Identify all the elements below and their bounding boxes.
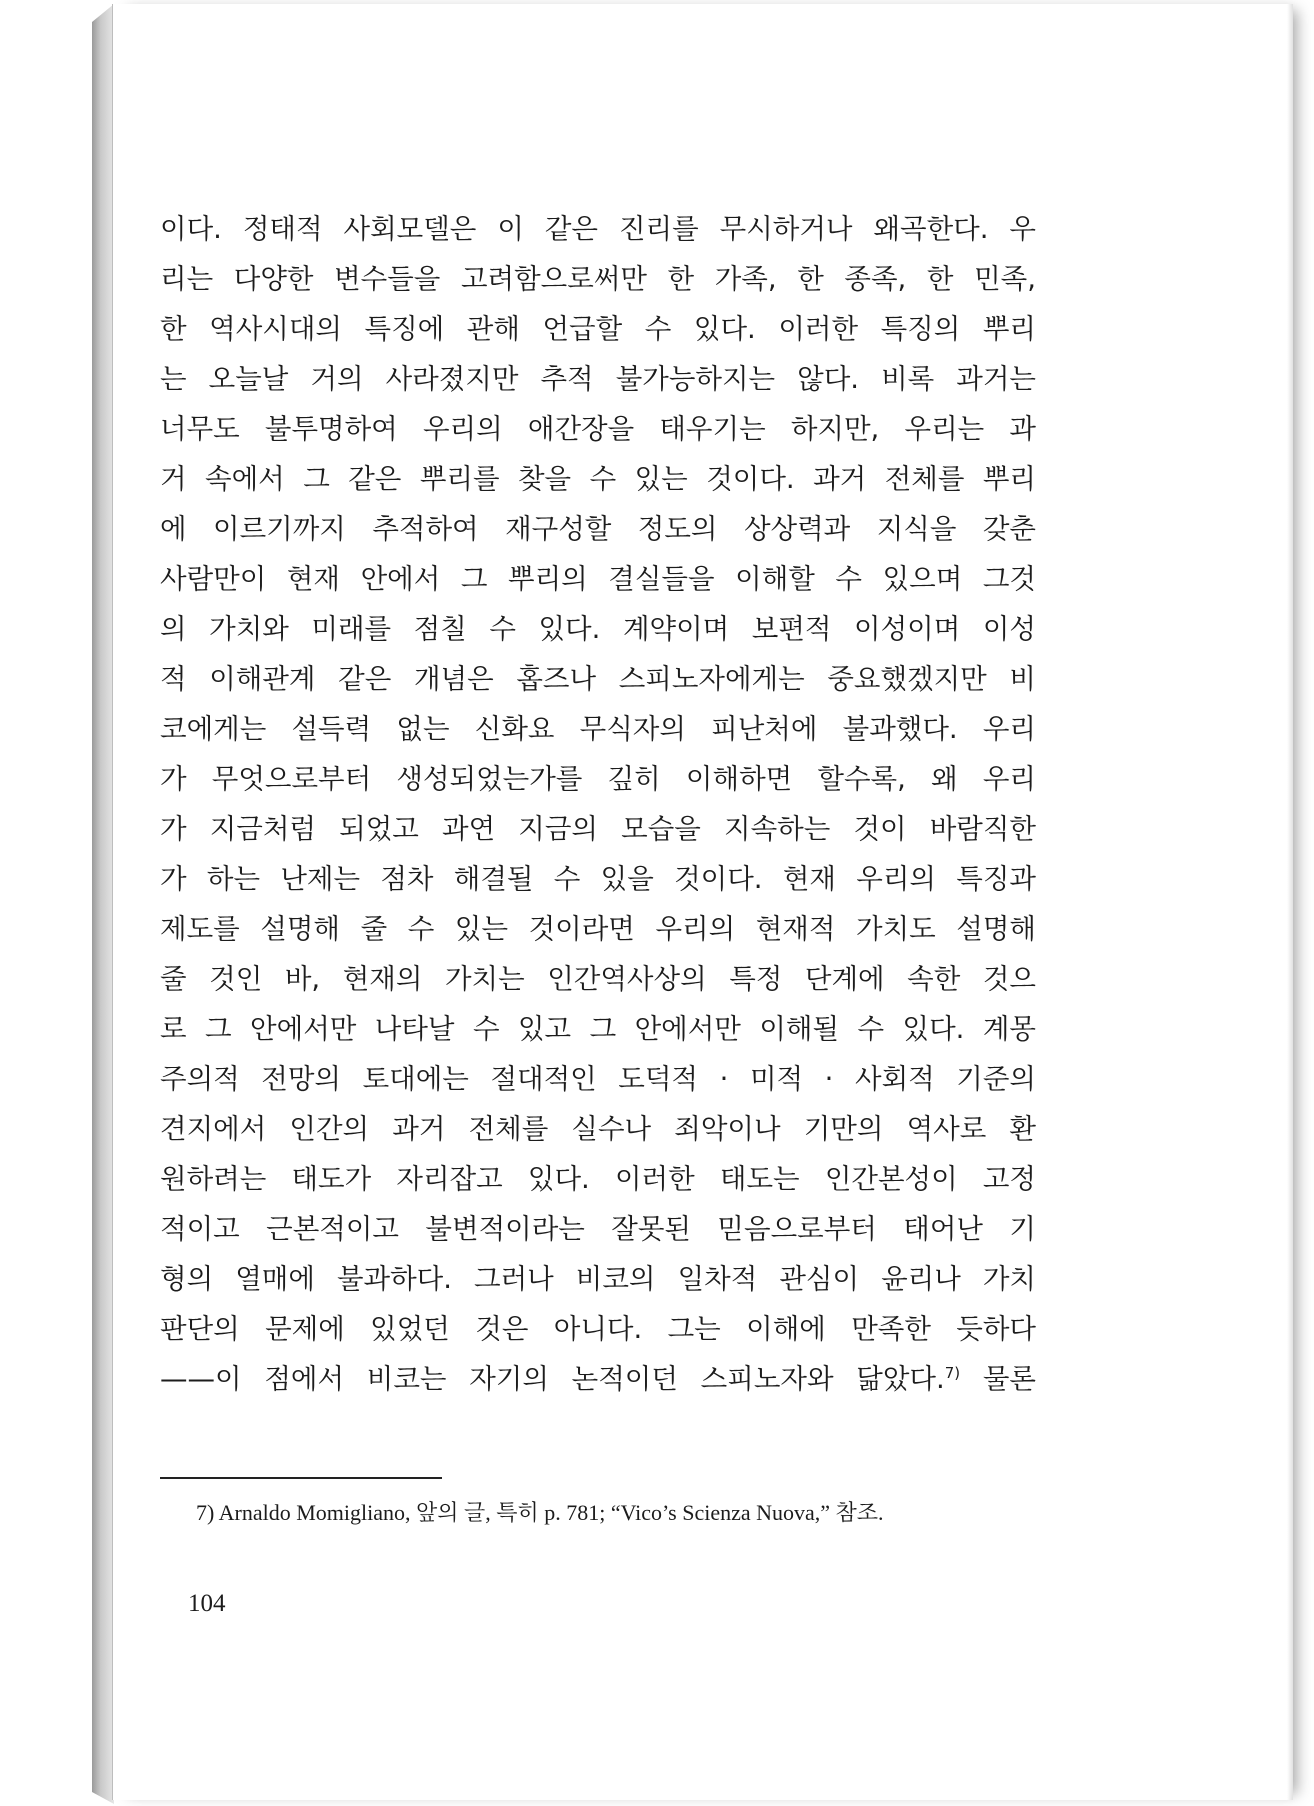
body-line: 의 가치와 미래를 점칠 수 있다. 계약이며 보편적 이성이며 이성 bbox=[160, 613, 1036, 645]
body-text bbox=[160, 204, 1036, 1404]
footnote-7: 7) Arnaldo Momigliano, 앞의 글, 특히 p. 781; “Vico’s Scienza Nuova,” 참조. bbox=[196, 1500, 884, 1525]
body-line: 로 그 안에서만 나타날 수 있고 그 안에서만 이해될 수 있다. 계몽 bbox=[160, 1013, 1036, 1045]
body-line: 리는 다양한 변수들을 고려함으로써만 한 가족, 한 종족, 한 민족, bbox=[160, 263, 1036, 295]
body-line: 가 무엇으로부터 생성되었는가를 깊히 이해하면 할수록, 왜 우리 bbox=[160, 763, 1036, 795]
body-line: 사람만이 현재 안에서 그 뿌리의 결실들을 이해할 수 있으며 그것 bbox=[160, 563, 1036, 595]
body-line-last-text: ——이 점에서 비코는 자기의 논적이던 스피노자와 닮았다. bbox=[160, 1363, 945, 1395]
body-line: 거 속에서 그 같은 뿌리를 찾을 수 있는 것이다. 과거 전체를 뿌리 bbox=[160, 463, 1036, 495]
body-line: 형의 열매에 불과하다. 그러나 비코의 일차적 관심이 윤리나 가치 bbox=[160, 1263, 1036, 1295]
body-line: 견지에서 인간의 과거 전체를 실수나 죄악이나 기만의 역사로 환 bbox=[160, 1113, 1036, 1145]
body-line: 한 역사시대의 특징에 관해 언급할 수 있다. 이러한 특징의 뿌리 bbox=[160, 313, 1036, 345]
body-line-last-tail: 물론 bbox=[960, 1363, 1036, 1395]
body-line: 줄 것인 바, 현재의 가치는 인간역사상의 특정 단계에 속한 것으 bbox=[160, 963, 1036, 995]
body-line: 이다. 정태적 사회모델은 이 같은 진리를 무시하거나 왜곡한다. 우 bbox=[160, 213, 1036, 245]
page-number: 104 bbox=[188, 1590, 226, 1617]
body-line: 판단의 문제에 있었던 것은 아니다. 그는 이해에 만족한 듯하다 bbox=[160, 1313, 1036, 1345]
body-line: 에 이르기까지 추적하여 재구성할 정도의 상상력과 지식을 갖춘 bbox=[160, 513, 1036, 545]
body-line-last bbox=[160, 1354, 1036, 1404]
body-line: 코에게는 설득력 없는 신화요 무식자의 피난처에 불과했다. 우리 bbox=[160, 713, 1036, 745]
body-line: 가 지금처럼 되었고 과연 지금의 모습을 지속하는 것이 바람직한 bbox=[160, 813, 1036, 845]
body-line: 원하려는 태도가 자리잡고 있다. 이러한 태도는 인간본성이 고정 bbox=[160, 1163, 1036, 1195]
footnote-divider bbox=[160, 1477, 442, 1479]
body-line: 적이고 근본적이고 불변적이라는 잘못된 믿음으로부터 태어난 기 bbox=[160, 1213, 1036, 1245]
body-line: 가 하는 난제는 점차 해결될 수 있을 것이다. 현재 우리의 특징과 bbox=[160, 863, 1036, 895]
body-line: 적 이해관계 같은 개념은 홉즈나 스피노자에게는 중요했겠지만 비 bbox=[160, 663, 1036, 695]
body-line: 너무도 불투명하여 우리의 애간장을 태우기는 하지만, 우리는 과 bbox=[160, 413, 1036, 445]
book-spine bbox=[92, 4, 114, 1804]
body-line: 주의적 전망의 토대에는 절대적인 도덕적 · 미적 · 사회적 기준의 bbox=[160, 1063, 1036, 1095]
body-line: 는 오늘날 거의 사라졌지만 추적 불가능하지는 않다. 비록 과거는 bbox=[160, 363, 1036, 395]
footnote-reference[interactable]: 7) bbox=[944, 1363, 961, 1382]
body-line: 제도를 설명해 줄 수 있는 것이라면 우리의 현재적 가치도 설명해 bbox=[160, 913, 1036, 945]
